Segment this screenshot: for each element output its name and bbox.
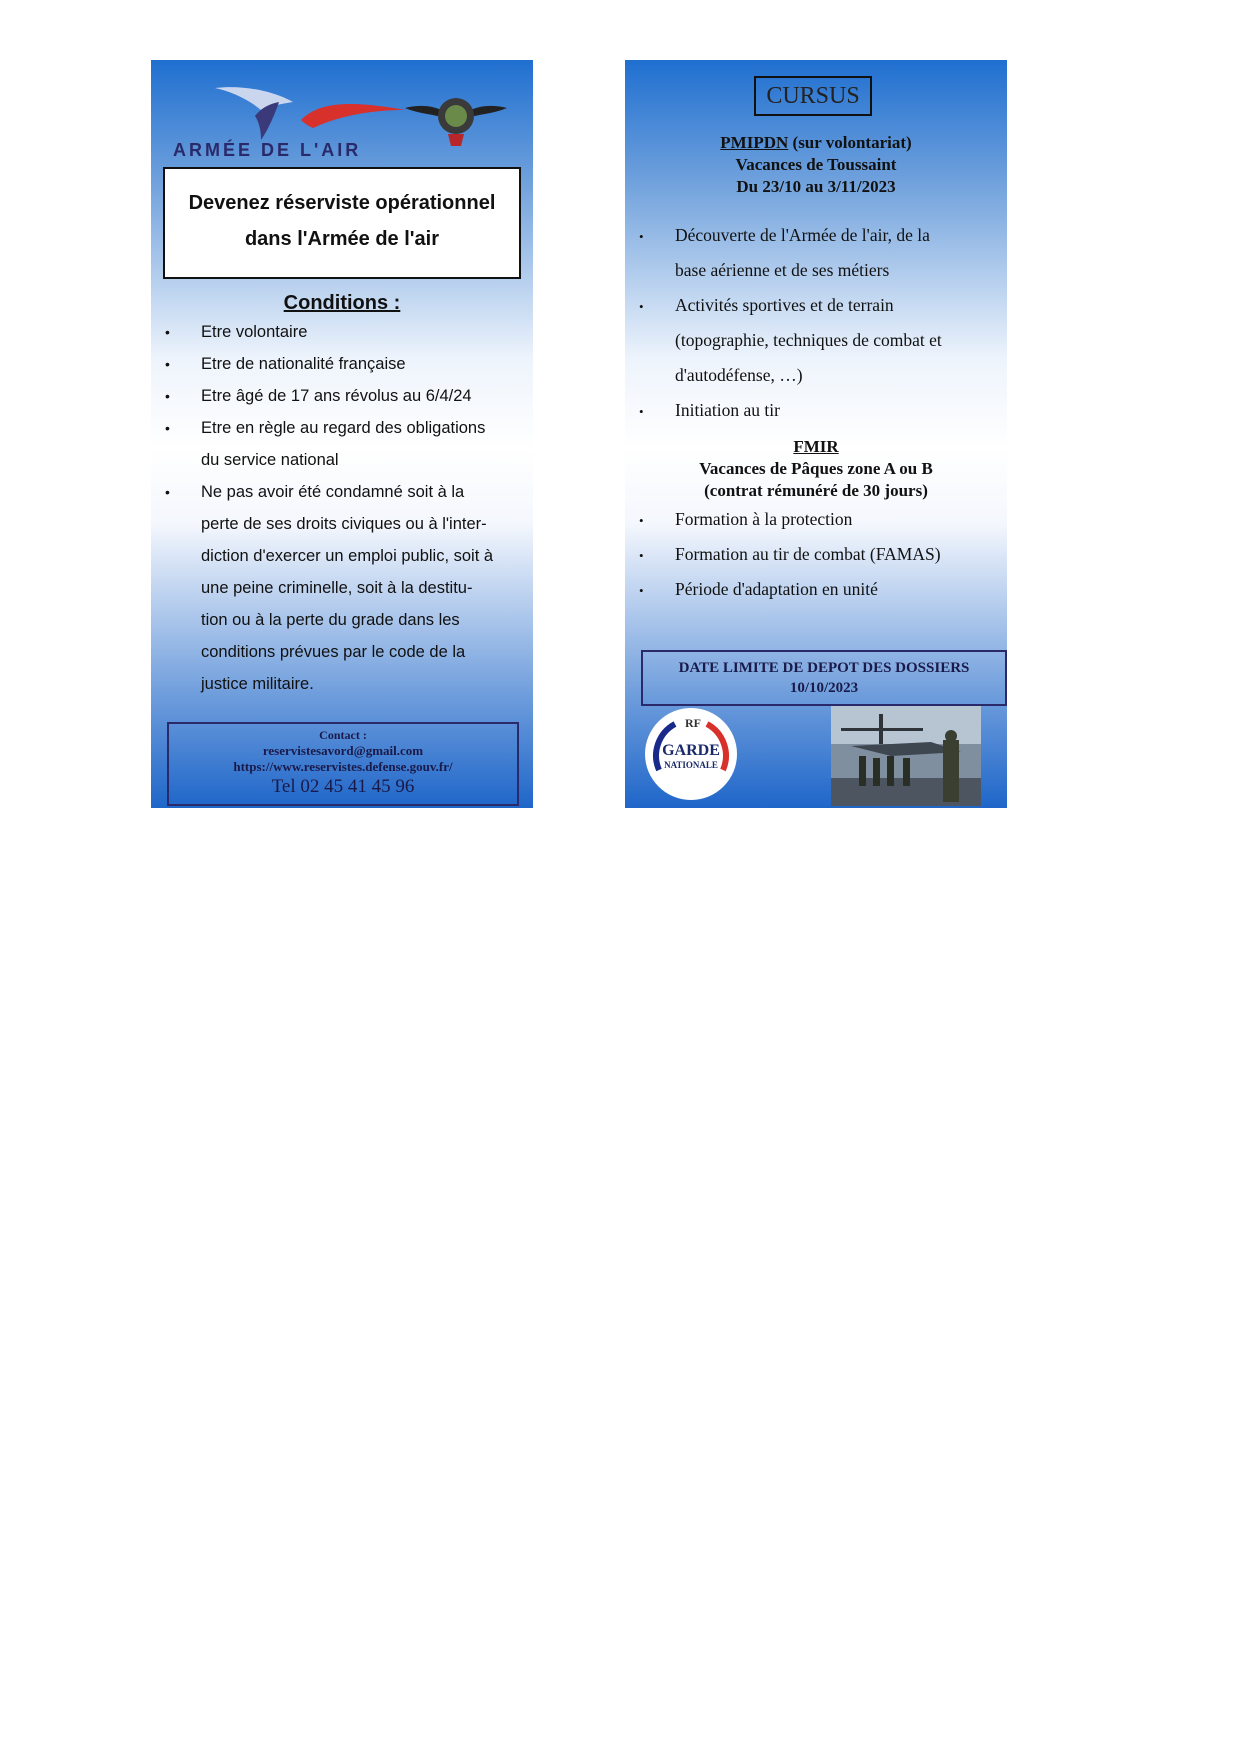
list-item: [165, 476, 515, 700]
list-item-line: • Ne pas avoir été condamné soit à la: [201, 483, 465, 501]
list-item-line: une peine criminelle, soit à la destitu-: [201, 579, 473, 597]
list-item-line: • Formation à la protection: [675, 509, 853, 529]
fmir-activities-list: [639, 502, 999, 607]
garde-line-1: GARDE: [662, 742, 720, 759]
garde-line-2: NATIONALE: [664, 760, 718, 770]
headline-line-2: dans l'Armée de l'air: [244, 228, 440, 250]
list-item: [165, 412, 515, 476]
list-item-line: • Activités sportives et de terrain: [675, 295, 894, 315]
headline-box: [163, 167, 521, 279]
flyer-right-panel: [625, 60, 1007, 808]
list-item-line: • Etre en règle au regard des obligations: [201, 419, 486, 437]
pmipdn-dates: Du 23/10 au 3/11/2023: [736, 177, 896, 196]
cursus-title: CURSUS: [754, 76, 872, 116]
contact-phone: Tel 02 45 41 45 96: [271, 776, 415, 797]
list-item-line: du service national: [201, 451, 339, 469]
garde-nationale-logo: [645, 708, 737, 800]
list-item: [639, 572, 999, 607]
flyer-left-panel: [151, 60, 533, 808]
conditions-list: [165, 316, 515, 700]
list-item: [639, 393, 999, 428]
conditions-title: Conditions :: [283, 292, 401, 314]
pmipdn-period: Vacances de Toussaint: [735, 155, 897, 174]
list-item-line: (topographie, techniques de combat et: [675, 330, 942, 350]
unit-badge-icon: [401, 82, 511, 150]
contact-website-link[interactable]: https://www.reservistes.defense.gouv.fr/: [233, 759, 453, 774]
list-item-line: base aérienne et de ses métiers: [675, 260, 890, 280]
list-item-line: • Etre volontaire: [201, 323, 308, 341]
list-item-line: • Découverte de l'Armée de l'air, de la: [675, 225, 930, 245]
list-item-line: • Initiation au tir: [675, 400, 780, 420]
deadline-label: DATE LIMITE DE DEPOT DES DOSSIERS: [678, 660, 970, 676]
list-item: [639, 502, 999, 537]
list-item-line: • Période d'adaptation en unité: [675, 579, 878, 599]
list-item-line: • Etre de nationalité française: [201, 355, 406, 373]
fmir-period: Vacances de Pâques zone A ou B: [699, 459, 933, 478]
list-item: [639, 288, 999, 393]
deadline-box: [641, 650, 1007, 706]
fmir-contract: (contrat rémunéré de 30 jours): [704, 481, 928, 500]
list-item: [165, 348, 515, 380]
contact-label: Contact :: [319, 728, 367, 742]
list-item-line: d'autodéfense, …): [675, 365, 803, 385]
list-item-line: conditions prévues par le code de la: [201, 643, 466, 661]
rf-mark: RF: [685, 716, 701, 730]
list-item-line: • Etre âgé de 17 ans révolus au 6/4/24: [201, 387, 472, 405]
brand-wordmark: ARMÉE DE L'AIR: [173, 140, 362, 160]
pmipdn-name: PMIPDN: [720, 133, 789, 152]
list-item-line: perte de ses droits civiques ou à l'inter-: [201, 515, 487, 533]
pmipdn-suffix: (sur volontariat): [788, 133, 912, 152]
list-item-line: diction d'exercer un emploi public, soit à: [201, 547, 494, 565]
deadline-date: 10/10/2023: [789, 680, 859, 696]
list-item-line: justice militaire.: [201, 675, 314, 693]
fmir-heading: FMIR: [793, 437, 839, 456]
list-item: [165, 316, 515, 348]
list-item-line: tion ou à la perte du grade dans les: [201, 611, 460, 629]
contact-email-link[interactable]: reservistesavord@gmail.com: [262, 743, 424, 758]
list-item: [165, 380, 515, 412]
list-item: [639, 537, 999, 572]
contact-box: [167, 722, 519, 806]
headline-line-1: Devenez réserviste opérationnel: [188, 192, 496, 214]
pmipdn-heading: [625, 132, 1007, 154]
list-item-line: • Formation au tir de combat (FAMAS): [675, 544, 941, 564]
soldiers-aircraft-photo: [831, 706, 981, 806]
pmipdn-activities-list: [639, 218, 999, 428]
list-item: [639, 218, 999, 288]
